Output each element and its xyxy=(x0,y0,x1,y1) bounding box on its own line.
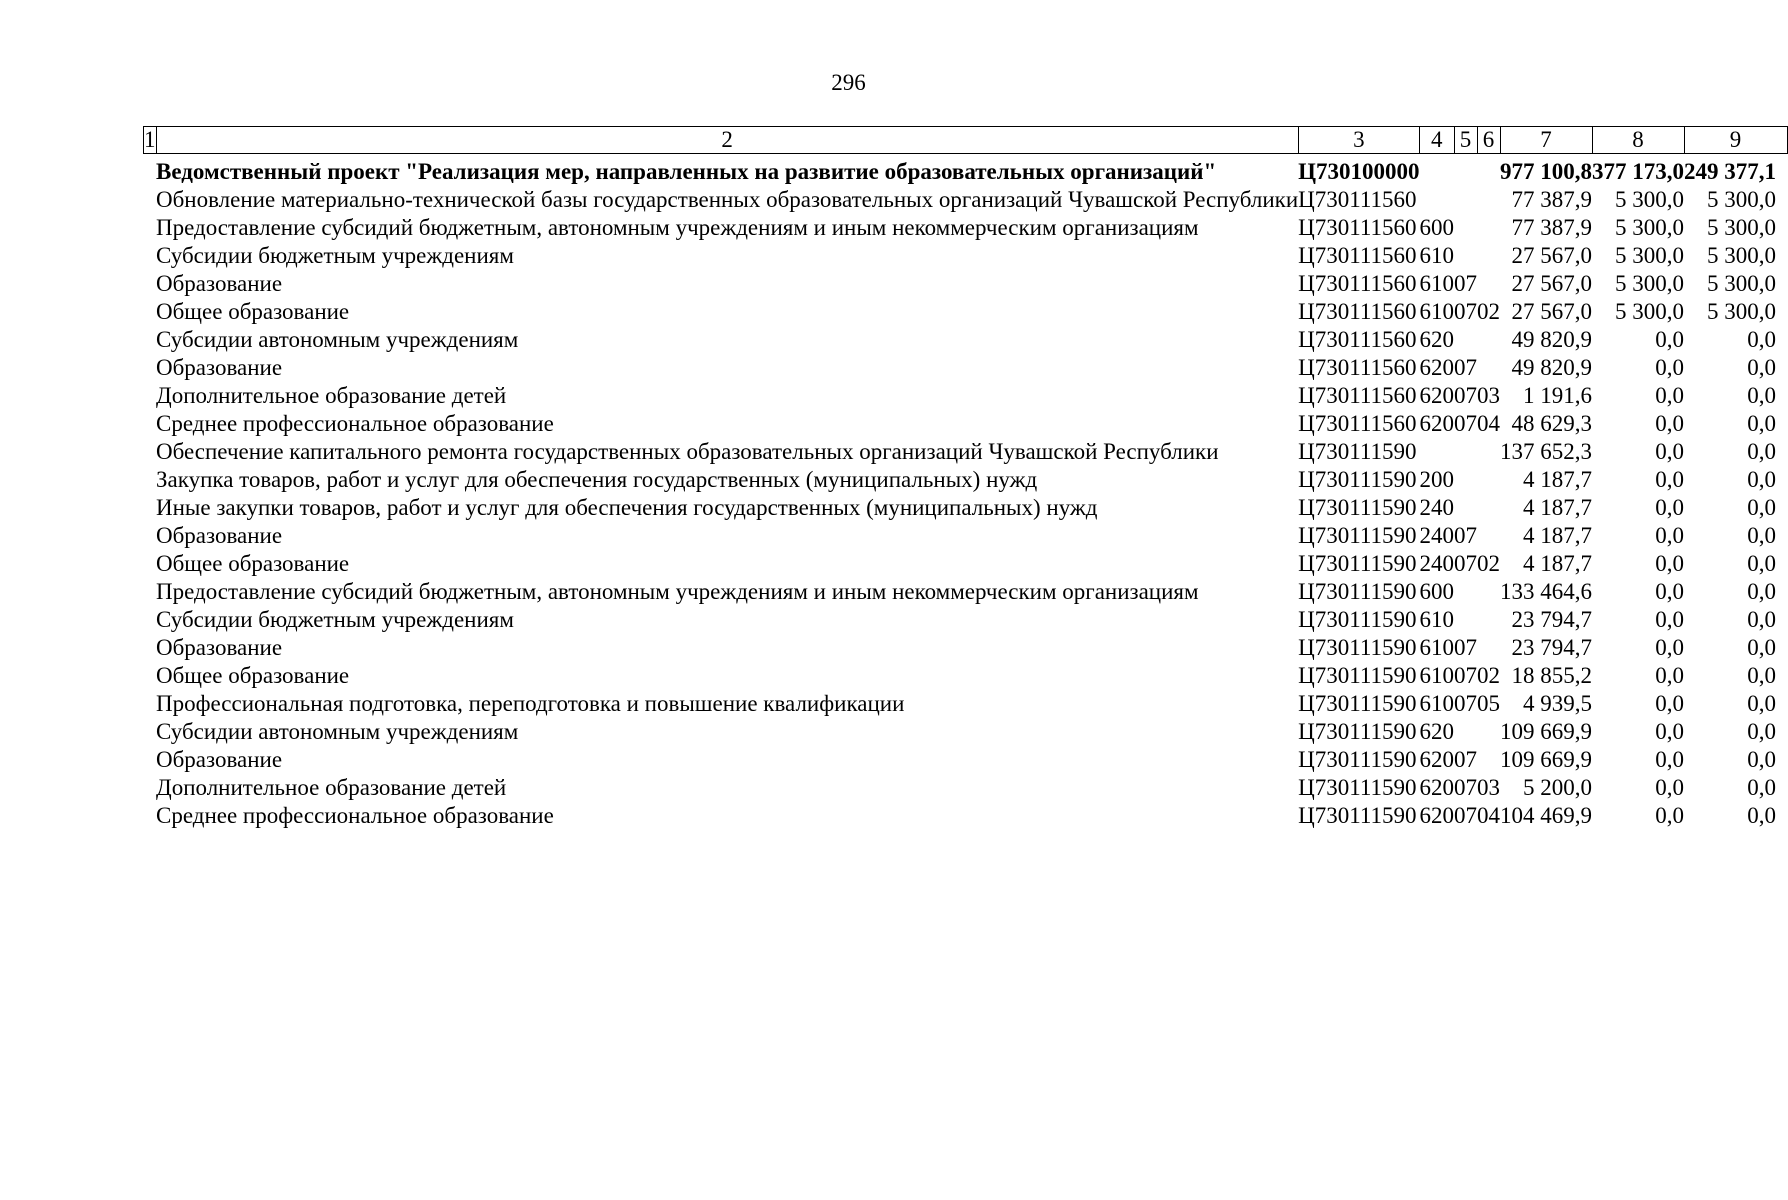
row-amount-1: 49 820,9 xyxy=(1511,327,1593,352)
row-amount-3: 0,0 xyxy=(1747,747,1777,772)
row-amount-2: 0,0 xyxy=(1655,607,1685,632)
row-target-code: Ц730111590 xyxy=(1298,607,1417,632)
row-name: Профессиональная подготовка, переподготовка и повышение квалификации xyxy=(156,691,905,716)
row-amount-1: 27 567,0 xyxy=(1511,271,1593,296)
row-expense-type: 620 xyxy=(1419,747,1455,772)
table-row xyxy=(144,298,1788,326)
row-expense-type: 610 xyxy=(1419,635,1455,660)
row-subsection: 02 xyxy=(1477,299,1501,324)
table-row xyxy=(144,606,1788,634)
row-subsection xyxy=(1477,606,1500,634)
row-target-code: Ц730111590 xyxy=(1298,635,1417,660)
row-subsection xyxy=(1477,242,1500,270)
row-name: Общее образование xyxy=(156,663,350,688)
row-amount-1: 133 464,6 xyxy=(1500,579,1593,604)
row-amount-1: 1 191,6 xyxy=(1523,383,1593,408)
row-section: 07 xyxy=(1454,663,1478,688)
row-amount-3: 0,0 xyxy=(1747,663,1777,688)
row-amount-1: 977 100,8 xyxy=(1500,159,1593,184)
row-subsection: 03 xyxy=(1477,383,1501,408)
row-amount-2: 377 173,0 xyxy=(1592,159,1685,184)
row-name: Образование xyxy=(156,747,283,772)
row-subsection xyxy=(1477,578,1500,606)
table-row xyxy=(144,690,1788,718)
row-amount-2: 0,0 xyxy=(1655,747,1685,772)
page-number: 296 xyxy=(831,70,866,95)
row-subsection: 04 xyxy=(1477,411,1501,436)
row-amount-2: 0,0 xyxy=(1655,551,1685,576)
row-amount-2: 0,0 xyxy=(1655,467,1685,492)
row-target-code: Ц730111590 xyxy=(1298,467,1417,492)
row-amount-2: 0,0 xyxy=(1655,495,1685,520)
row-name: Субсидии автономным учреждениям xyxy=(156,719,519,744)
row-subsection xyxy=(1477,718,1500,746)
row-name: Предоставление субсидий бюджетным, автономным учреждениям и иным некоммерческим организациям xyxy=(156,215,1199,240)
row-amount-2: 0,0 xyxy=(1655,355,1685,380)
table-row xyxy=(144,354,1788,382)
row-spacer xyxy=(144,550,157,578)
row-target-code: Ц730100000 xyxy=(1298,159,1420,184)
row-amount-1: 18 855,2 xyxy=(1511,663,1593,688)
row-spacer xyxy=(144,578,157,606)
row-amount-3: 5 300,0 xyxy=(1707,299,1777,324)
row-amount-1: 4 187,7 xyxy=(1523,523,1593,548)
row-subsection: 03 xyxy=(1477,775,1501,800)
row-amount-3: 0,0 xyxy=(1747,635,1777,660)
row-amount-2: 0,0 xyxy=(1655,579,1685,604)
row-section xyxy=(1454,494,1477,522)
row-name: Общее образование xyxy=(156,551,350,576)
row-expense-type: 600 xyxy=(1419,215,1455,240)
row-amount-1: 48 629,3 xyxy=(1511,411,1593,436)
column-header-7: 7 xyxy=(1500,127,1592,154)
row-expense-type: 620 xyxy=(1419,383,1455,408)
column-header-4: 4 xyxy=(1420,127,1455,154)
row-name: Обеспечение капитального ремонта государственных образовательных организаций Чувашской Республики xyxy=(156,439,1219,464)
row-amount-2: 0,0 xyxy=(1655,803,1685,828)
row-expense-type: 610 xyxy=(1419,663,1455,688)
row-expense-type xyxy=(1420,154,1455,187)
table-row xyxy=(144,382,1788,410)
row-target-code: Ц730111590 xyxy=(1298,523,1417,548)
row-spacer xyxy=(144,802,157,830)
row-spacer xyxy=(144,438,157,466)
row-section: 07 xyxy=(1454,635,1478,660)
column-header-1: 1 xyxy=(144,127,156,152)
table-row xyxy=(144,578,1788,606)
row-name: Ведомственный проект "Реализация мер, направленных на развитие образовательных организаций" xyxy=(156,159,1217,184)
row-subsection: 02 xyxy=(1477,663,1501,688)
table-row xyxy=(144,186,1788,214)
row-amount-3: 0,0 xyxy=(1747,495,1777,520)
table-row xyxy=(144,746,1788,774)
row-section: 07 xyxy=(1454,355,1478,380)
row-expense-type xyxy=(1420,438,1455,466)
table-row xyxy=(144,270,1788,298)
row-amount-3: 0,0 xyxy=(1747,775,1777,800)
row-expense-type: 610 xyxy=(1419,691,1455,716)
table-body xyxy=(144,154,1788,831)
row-amount-1: 109 669,9 xyxy=(1500,747,1593,772)
row-spacer xyxy=(144,718,157,746)
row-section xyxy=(1454,718,1477,746)
budget-table xyxy=(143,126,1788,830)
row-expense-type: 240 xyxy=(1419,495,1455,520)
row-amount-3: 0,0 xyxy=(1747,691,1777,716)
table-row xyxy=(144,718,1788,746)
row-name: Закупка товаров, работ и услуг для обеспечения государственных (муниципальных) нужд xyxy=(156,467,1038,492)
row-amount-3: 0,0 xyxy=(1747,467,1777,492)
row-section xyxy=(1454,438,1477,466)
table-row xyxy=(144,326,1788,354)
row-section xyxy=(1454,154,1477,187)
row-section: 07 xyxy=(1454,299,1478,324)
table-row xyxy=(144,802,1788,830)
row-spacer xyxy=(144,494,157,522)
row-amount-1: 77 387,9 xyxy=(1511,215,1593,240)
row-name: Образование xyxy=(156,523,283,548)
row-amount-1: 4 939,5 xyxy=(1523,691,1593,716)
row-target-code: Ц730111590 xyxy=(1298,663,1417,688)
row-amount-2: 0,0 xyxy=(1655,719,1685,744)
row-spacer xyxy=(144,326,157,354)
row-name: Дополнительное образование детей xyxy=(156,775,507,800)
table-row xyxy=(144,662,1788,690)
row-subsection: 04 xyxy=(1477,803,1501,828)
row-spacer xyxy=(144,214,157,242)
row-section xyxy=(1454,242,1477,270)
table-row xyxy=(144,634,1788,662)
row-amount-1: 104 469,9 xyxy=(1500,803,1593,828)
row-section xyxy=(1454,466,1477,494)
row-section: 07 xyxy=(1454,691,1478,716)
row-section xyxy=(1454,214,1477,242)
table-row xyxy=(144,438,1788,466)
row-amount-1: 27 567,0 xyxy=(1511,243,1593,268)
row-target-code: Ц730111590 xyxy=(1298,803,1417,828)
row-amount-1: 4 187,7 xyxy=(1523,551,1593,576)
row-spacer xyxy=(144,186,157,214)
row-expense-type: 600 xyxy=(1419,579,1455,604)
row-name: Иные закупки товаров, работ и услуг для обеспечения государственных (муниципальных) нужд xyxy=(156,495,1098,520)
row-spacer xyxy=(144,154,157,187)
row-section: 07 xyxy=(1454,775,1478,800)
row-target-code: Ц730111590 xyxy=(1298,719,1417,744)
row-amount-3: 5 300,0 xyxy=(1707,187,1777,212)
row-target-code: Ц730111590 xyxy=(1298,747,1417,772)
row-spacer xyxy=(144,774,157,802)
row-amount-3: 0,0 xyxy=(1747,607,1777,632)
row-amount-3: 0,0 xyxy=(1747,327,1777,352)
row-spacer xyxy=(144,382,157,410)
row-expense-type: 610 xyxy=(1419,243,1455,268)
row-amount-2: 0,0 xyxy=(1655,383,1685,408)
row-spacer xyxy=(144,662,157,690)
row-name: Среднее профессиональное образование xyxy=(156,411,554,436)
row-subsection: 02 xyxy=(1477,551,1501,576)
row-name: Дополнительное образование детей xyxy=(156,383,507,408)
row-expense-type: 620 xyxy=(1419,803,1455,828)
column-header-3: 3 xyxy=(1298,127,1419,154)
row-name: Образование xyxy=(156,355,283,380)
row-amount-3: 0,0 xyxy=(1747,439,1777,464)
row-expense-type: 610 xyxy=(1419,271,1455,296)
column-header-2: 2 xyxy=(156,127,1298,154)
row-subsection xyxy=(1477,354,1500,382)
row-subsection xyxy=(1477,522,1500,550)
row-amount-3: 5 300,0 xyxy=(1707,215,1777,240)
row-amount-3: 0,0 xyxy=(1747,719,1777,744)
row-spacer xyxy=(144,634,157,662)
row-amount-1: 137 652,3 xyxy=(1500,439,1593,464)
row-name: Образование xyxy=(156,635,283,660)
row-spacer xyxy=(144,606,157,634)
row-subsection xyxy=(1477,154,1500,187)
table-row xyxy=(144,774,1788,802)
row-amount-3: 5 300,0 xyxy=(1707,243,1777,268)
row-spacer xyxy=(144,746,157,774)
row-target-code: Ц730111590 xyxy=(1298,551,1417,576)
row-expense-type: 240 xyxy=(1419,523,1455,548)
table-row xyxy=(144,154,1788,187)
row-amount-1: 4 187,7 xyxy=(1523,495,1593,520)
table-row xyxy=(144,214,1788,242)
row-amount-1: 23 794,7 xyxy=(1511,607,1593,632)
row-amount-3: 249 377,1 xyxy=(1684,159,1777,184)
row-amount-1: 27 567,0 xyxy=(1511,299,1593,324)
row-spacer xyxy=(144,522,157,550)
row-section: 07 xyxy=(1454,551,1478,576)
row-target-code: Ц730111590 xyxy=(1298,691,1417,716)
row-section: 07 xyxy=(1454,411,1478,436)
row-name: Субсидии бюджетным учреждениям xyxy=(156,243,514,268)
row-amount-2: 5 300,0 xyxy=(1615,187,1685,212)
row-expense-type: 620 xyxy=(1419,327,1455,352)
row-name: Среднее профессиональное образование xyxy=(156,803,554,828)
row-name: Общее образование xyxy=(156,299,350,324)
column-header-6: 6 xyxy=(1477,127,1500,154)
row-amount-3: 5 300,0 xyxy=(1707,271,1777,296)
row-section xyxy=(1454,186,1477,214)
row-amount-2: 5 300,0 xyxy=(1615,243,1685,268)
row-spacer xyxy=(144,270,157,298)
table-row xyxy=(144,494,1788,522)
row-target-code: Ц730111590 xyxy=(1298,439,1417,464)
row-expense-type: 200 xyxy=(1419,467,1455,492)
row-amount-3: 0,0 xyxy=(1747,411,1777,436)
row-amount-1: 5 200,0 xyxy=(1523,775,1593,800)
row-section xyxy=(1454,326,1477,354)
row-target-code: Ц730111590 xyxy=(1298,579,1417,604)
row-amount-2: 0,0 xyxy=(1655,775,1685,800)
column-header-9: 9 xyxy=(1684,127,1787,154)
row-target-code: Ц730111560 xyxy=(1298,327,1417,352)
row-subsection xyxy=(1477,466,1500,494)
row-amount-1: 77 387,9 xyxy=(1511,187,1593,212)
row-name: Субсидии автономным учреждениям xyxy=(156,327,519,352)
row-amount-1: 49 820,9 xyxy=(1511,355,1593,380)
row-target-code: Ц730111590 xyxy=(1298,775,1417,800)
row-expense-type: 620 xyxy=(1419,719,1455,744)
row-target-code: Ц730111560 xyxy=(1298,187,1417,212)
row-expense-type: 620 xyxy=(1419,775,1455,800)
row-target-code: Ц730111560 xyxy=(1298,355,1417,380)
row-amount-2: 0,0 xyxy=(1655,327,1685,352)
row-amount-2: 5 300,0 xyxy=(1615,299,1685,324)
row-amount-2: 0,0 xyxy=(1655,439,1685,464)
row-subsection xyxy=(1477,634,1500,662)
row-section: 07 xyxy=(1454,383,1478,408)
row-amount-3: 0,0 xyxy=(1747,579,1777,604)
row-spacer xyxy=(144,242,157,270)
row-expense-type: 610 xyxy=(1419,607,1455,632)
row-amount-1: 23 794,7 xyxy=(1511,635,1593,660)
row-subsection xyxy=(1477,214,1500,242)
row-name: Обновление материально-технической базы государственных образовательных организаций Чувашской Республики xyxy=(156,187,1299,212)
row-name: Субсидии бюджетным учреждениям xyxy=(156,607,514,632)
row-subsection xyxy=(1477,186,1500,214)
row-amount-3: 0,0 xyxy=(1747,803,1777,828)
row-spacer xyxy=(144,298,157,326)
row-subsection xyxy=(1477,746,1500,774)
table-row xyxy=(144,242,1788,270)
row-section: 07 xyxy=(1454,271,1478,296)
row-subsection xyxy=(1477,270,1500,298)
row-target-code: Ц730111560 xyxy=(1298,411,1417,436)
row-name: Образование xyxy=(156,271,283,296)
row-amount-1: 109 669,9 xyxy=(1500,719,1593,744)
table-row xyxy=(144,466,1788,494)
column-header-8: 8 xyxy=(1592,127,1684,154)
row-subsection xyxy=(1477,326,1500,354)
row-spacer xyxy=(144,690,157,718)
row-expense-type: 240 xyxy=(1419,551,1455,576)
row-amount-3: 0,0 xyxy=(1747,383,1777,408)
row-target-code: Ц730111560 xyxy=(1298,383,1417,408)
row-spacer xyxy=(144,410,157,438)
row-amount-2: 5 300,0 xyxy=(1615,215,1685,240)
row-amount-3: 0,0 xyxy=(1747,551,1777,576)
row-subsection xyxy=(1477,438,1500,466)
row-spacer xyxy=(144,466,157,494)
row-amount-2: 0,0 xyxy=(1655,635,1685,660)
row-section xyxy=(1454,578,1477,606)
row-section: 07 xyxy=(1454,523,1478,548)
row-amount-3: 0,0 xyxy=(1747,355,1777,380)
row-subsection: 05 xyxy=(1477,691,1501,716)
row-section: 07 xyxy=(1454,747,1478,772)
row-amount-2: 0,0 xyxy=(1655,691,1685,716)
row-section: 07 xyxy=(1454,803,1478,828)
table-row xyxy=(144,410,1788,438)
row-spacer xyxy=(144,354,157,382)
row-section xyxy=(1454,606,1477,634)
row-expense-type: 620 xyxy=(1419,355,1455,380)
row-target-code: Ц730111560 xyxy=(1298,271,1417,296)
table-row xyxy=(144,522,1788,550)
row-subsection xyxy=(1477,494,1500,522)
row-expense-type: 610 xyxy=(1419,299,1455,324)
table-row xyxy=(144,550,1788,578)
row-expense-type xyxy=(1420,186,1455,214)
column-header-5: 5 xyxy=(1454,127,1477,154)
row-expense-type: 620 xyxy=(1419,411,1455,436)
row-name: Предоставление субсидий бюджетным, автономным учреждениям и иным некоммерческим организациям xyxy=(156,579,1199,604)
row-amount-1: 4 187,7 xyxy=(1523,467,1593,492)
row-target-code: Ц730111560 xyxy=(1298,299,1417,324)
row-amount-2: 5 300,0 xyxy=(1615,271,1685,296)
row-amount-2: 0,0 xyxy=(1655,411,1685,436)
row-amount-3: 0,0 xyxy=(1747,523,1777,548)
row-amount-2: 0,0 xyxy=(1655,663,1685,688)
row-target-code: Ц730111560 xyxy=(1298,243,1417,268)
row-target-code: Ц730111560 xyxy=(1298,215,1417,240)
row-target-code: Ц730111590 xyxy=(1298,495,1417,520)
row-amount-2: 0,0 xyxy=(1655,523,1685,548)
table-header-row xyxy=(144,127,1788,154)
